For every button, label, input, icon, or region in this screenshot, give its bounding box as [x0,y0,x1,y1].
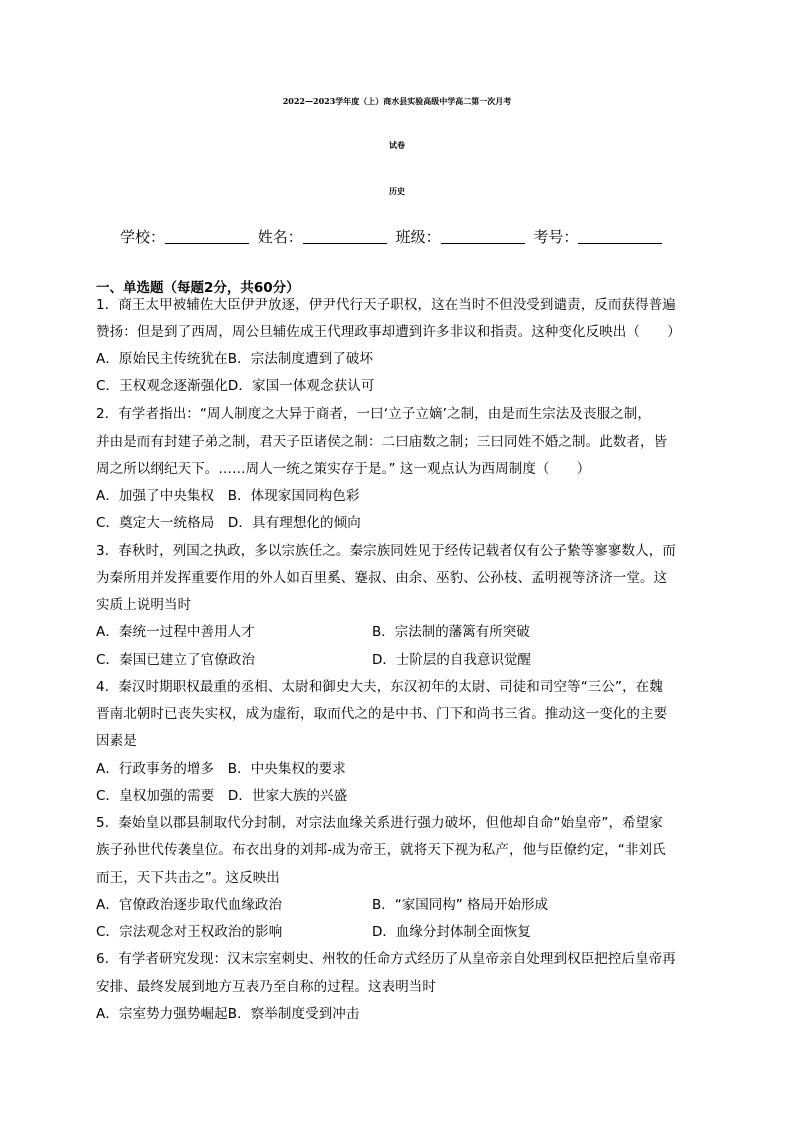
school-label: 学校： [120,228,166,246]
question-text: 安排、最终发展到地方互表乃至自称的过程。这表明当时 [96,979,436,995]
question-text: 1．商王太甲被辅佐大臣伊尹放逐，伊尹代行天子职权，这在当时不但没受到谴责，反而获得普遍 [96,297,676,313]
exam-number-label: 考号： [533,228,579,246]
question-text: 为秦所用并发挥重要作用的外人如百里奚、蹇叔、由余、巫豹、公孙枝、孟明视等济济一堂。这 [96,570,668,586]
question-text: 因素是 [96,733,137,749]
option-d: D．血缘分封体制全面恢复 [372,924,531,940]
exam-number-blank[interactable] [578,229,662,244]
question-text: 实质上说明当时 [96,597,192,613]
class-label: 班级： [395,228,441,246]
option-line: C．奠定大一统格局 D．具有理想化的倾向 [96,515,361,531]
school-blank[interactable] [165,229,249,244]
option-line: C．王权观念逐渐强化D．家国一体观念获认可 [96,378,375,394]
student-info-row [120,226,666,247]
option-c: C．秦国已建立了官僚政治 [96,652,256,668]
question-text: 并由是而有封建子弟之制，君天子臣诸侯之制：二曰庙数之制；三曰同姓不婚之制。此数者，皆 [96,434,668,450]
option-line: A．行政事务的增多 B．中央集权的要求 [96,761,346,777]
option-a: A．秦统一过程中善用人才 [96,624,255,640]
question-text: 2．有学者指出：“周人制度之大异于商者，一曰‘立子立嫡’之制，由是而生宗法及丧服之制， [96,406,651,422]
question-text: 赞扬：但是到了西周，周公旦辅佐成王代理政事却遭到许多非议和指责。这种变化反映出（ ） [96,324,681,340]
question-text: 晋南北朝时已丧失实权，成为虚衔，取而代之的是中书、门下和尚书三省。推动这一变化的主要 [96,706,668,722]
subject-title: 历史 [389,186,405,196]
question-text: 周之所以纲纪天下。……周人一统之策实存于是。” 这一观点认为西周制度（ ） [96,461,591,477]
option-c: C．宗法观念对王权政治的影响 [96,924,283,940]
question-text: 6．有学者研究发现：汉末宗室刺史、州牧的任命方式经历了从皇帝亲自处理到权臣把控后皇帝再 [96,951,676,967]
exam-title: 2022—2023学年度（上）商水县实验高级中学高二第一次月考 [282,96,512,106]
exam-title-line2: 试卷 [389,140,405,150]
question-text: 3．春秋时，列国之执政，多以宗族任之。秦宗族同姓见于经传记载者仅有公子絷等寥寥数人，而 [96,543,676,559]
option-a: A．官僚政治逐步取代血缘政治 [96,897,283,913]
section-heading: 一、单选题（每题2分，共60分） [96,280,300,296]
option-b: B．“家国同构” 格局开始形成 [372,897,549,913]
question-text: 而王，天下共击之”。这反映出 [96,870,280,886]
name-blank[interactable] [303,229,387,244]
option-d: D．士阶层的自我意识觉醒 [372,652,531,668]
option-line: C．皇权加强的需要 D．世家大族的兴盛 [96,788,348,804]
class-blank[interactable] [441,229,525,244]
option-line: A．原始民主传统犹在B．宗法制度遭到了破坏 [96,351,374,367]
option-b: B．宗法制的藩篱有所突破 [372,624,530,640]
option-line: A．宗室势力强势崛起B．察举制度受到冲击 [96,1006,360,1022]
question-text: 4．秦汉时期职权最重的丞相、太尉和御史大夫，东汉初年的太尉、司徒和司空等“三公”，在魏 [96,679,663,695]
name-label: 姓名： [257,228,303,246]
question-text: 5．秦始皇以郡县制取代分封制，对宗法血缘关系进行强力破坏，但他却自命“始皇帝”，希望家 [96,815,663,831]
question-text: 族子孙世代传袭皇位。布衣出身的刘邦-成为帝王，就将天下视为私产，他与臣僚约定，“非刘氏 [96,842,666,858]
option-line: A．加强了中央集权 B．体现家国同构色彩 [96,488,360,504]
